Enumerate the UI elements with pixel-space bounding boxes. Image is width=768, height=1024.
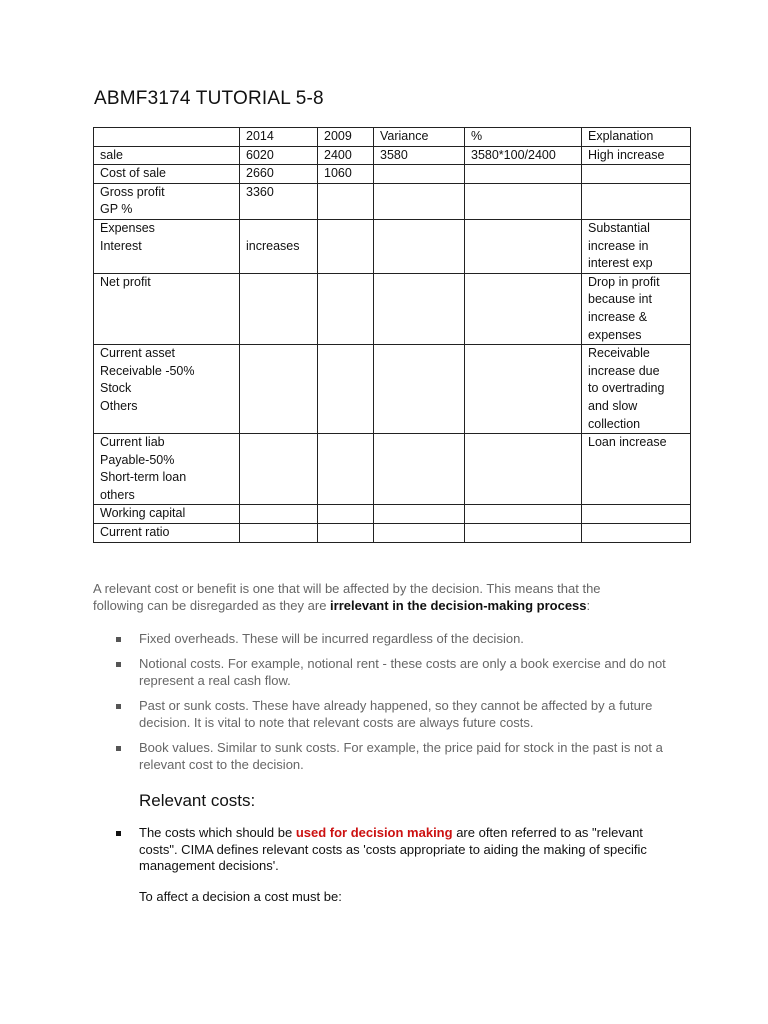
cell-text xyxy=(246,345,313,363)
table-cell xyxy=(465,219,582,273)
table-cell xyxy=(465,165,582,184)
intro-paragraph xyxy=(93,581,693,614)
bullet-icon xyxy=(116,831,121,836)
cell-text xyxy=(588,184,686,202)
row-label-cell xyxy=(94,524,240,543)
cell-text: Receivable -50% xyxy=(100,363,195,378)
cell-text: sale xyxy=(100,147,123,162)
cell-text xyxy=(380,165,460,183)
irrelevant-emphasis: irrelevant in the decision-making process xyxy=(330,597,587,613)
relevant-costs-heading: Relevant costs: xyxy=(139,791,256,810)
table-cell xyxy=(318,146,374,165)
cell-text xyxy=(471,524,577,542)
column-header: Explanation xyxy=(582,128,691,147)
table-cell xyxy=(582,183,691,219)
cell-text: Gross profit xyxy=(100,184,165,199)
cell-text xyxy=(246,524,313,542)
cell-text: Substantial xyxy=(588,220,650,235)
cell-text: Payable-50% xyxy=(100,452,175,467)
row-label-cell xyxy=(94,273,240,344)
requirements-intro: To affect a decision a cost must be: xyxy=(139,889,342,904)
table-cell xyxy=(465,345,582,434)
cell-text: 2400 xyxy=(324,147,352,162)
list-item: Past or sunk costs. These have already happened, so they cannot be affected by a future decision. It is vital to note that relevant costs are always future costs. xyxy=(116,698,704,731)
table-row xyxy=(94,165,691,184)
row-label-cell xyxy=(94,345,240,434)
table-cell xyxy=(318,434,374,505)
table-cell xyxy=(374,434,465,505)
table-row xyxy=(94,219,691,273)
bullet-icon xyxy=(116,704,121,709)
column-header: % xyxy=(465,128,582,147)
table-cell xyxy=(240,165,318,184)
list-item: Notional costs. For example, notional rent - these costs are only a book exercise and do not represent a real cash flow. xyxy=(116,656,704,689)
table-cell xyxy=(582,505,691,524)
cell-text xyxy=(380,434,460,452)
cell-text: 1060 xyxy=(324,166,352,181)
table-cell xyxy=(582,219,691,273)
cell-text: collection xyxy=(588,416,641,431)
table-cell xyxy=(374,183,465,219)
table-cell xyxy=(240,345,318,434)
table-row xyxy=(94,345,691,434)
table-cell xyxy=(582,524,691,543)
table-cell xyxy=(318,345,374,434)
table-cell xyxy=(582,165,691,184)
cell-text xyxy=(380,184,460,202)
cell-text: Working capital xyxy=(100,506,186,521)
table-cell xyxy=(374,505,465,524)
table-cell xyxy=(318,524,374,543)
ratio-analysis-table xyxy=(93,127,691,543)
table-header-row xyxy=(94,128,691,147)
cell-text: and slow xyxy=(588,398,638,413)
table-cell xyxy=(240,219,318,273)
table-cell xyxy=(374,273,465,344)
decision-making-highlight: used for decision making xyxy=(295,825,453,840)
cell-text: Receivable xyxy=(588,346,650,361)
table-cell xyxy=(318,273,374,344)
table-row xyxy=(94,434,691,505)
cell-text: interest exp xyxy=(588,256,653,271)
bullet-icon xyxy=(116,746,121,751)
cell-text xyxy=(471,220,577,238)
cell-text xyxy=(380,274,460,292)
table-cell xyxy=(582,345,691,434)
cell-text: Cost of sale xyxy=(100,166,167,181)
table-cell xyxy=(318,183,374,219)
table-cell xyxy=(240,434,318,505)
table-cell xyxy=(465,273,582,344)
cell-text xyxy=(380,524,460,542)
table-row xyxy=(94,505,691,524)
cell-text xyxy=(246,434,313,452)
cell-text xyxy=(324,505,369,523)
list-item: Fixed overheads. These will be incurred regardless of the decision. xyxy=(116,631,704,648)
column-header xyxy=(94,128,240,147)
table-row xyxy=(94,524,691,543)
cell-text: Others xyxy=(100,398,138,413)
cell-text xyxy=(380,220,460,238)
cell-text xyxy=(324,184,369,202)
cell-text: Interest xyxy=(100,238,142,253)
table-cell xyxy=(374,219,465,273)
table-cell xyxy=(465,524,582,543)
cell-text xyxy=(324,434,369,452)
table-cell xyxy=(318,165,374,184)
column-header: 2014 xyxy=(240,128,318,147)
row-label-cell xyxy=(94,505,240,524)
row-label-cell xyxy=(94,219,240,273)
table-cell xyxy=(374,524,465,543)
column-header: Variance xyxy=(374,128,465,147)
row-label-cell xyxy=(94,183,240,219)
cell-text: increase in xyxy=(588,238,649,253)
table-cell xyxy=(374,345,465,434)
cell-text xyxy=(471,505,577,523)
list-item: The costs which should be used for decision making are often referred to as "relevant costs". CIMA defines relevant costs as 'costs appropriate to aiding the making of specific management decisions'. xyxy=(116,825,684,875)
cell-text: Current ratio xyxy=(100,525,170,540)
cell-text xyxy=(324,345,369,363)
table-row xyxy=(94,273,691,344)
cell-text xyxy=(246,274,313,292)
table-cell xyxy=(318,505,374,524)
cell-text xyxy=(588,524,686,542)
table-cell xyxy=(582,273,691,344)
cell-text: to overtrading xyxy=(588,381,665,396)
cell-text: High increase xyxy=(588,147,665,162)
cell-text: Current asset xyxy=(100,346,176,361)
cell-text: expenses xyxy=(588,327,642,342)
cell-text xyxy=(380,345,460,363)
cell-text xyxy=(588,165,686,183)
table-row xyxy=(94,183,691,219)
row-label-cell xyxy=(94,434,240,505)
cell-text: Net profit xyxy=(100,274,151,289)
page-title: ABMF3174 TUTORIAL 5-8 xyxy=(94,88,324,109)
cell-text: increase due xyxy=(588,363,660,378)
table-cell xyxy=(240,505,318,524)
table-cell xyxy=(374,146,465,165)
cell-text: Current liab xyxy=(100,435,165,450)
cell-text: increases xyxy=(246,238,300,253)
table-cell xyxy=(240,273,318,344)
table-cell xyxy=(465,434,582,505)
cell-text: 3580 xyxy=(380,147,408,162)
cell-text: Loan increase xyxy=(588,435,667,450)
cell-text: others xyxy=(100,487,135,502)
list-item: Book values. Similar to sunk costs. For example, the price paid for stock in the past is not a relevant cost to the decision. xyxy=(116,740,704,773)
bullet-icon xyxy=(116,662,121,667)
table-cell xyxy=(374,165,465,184)
table-cell xyxy=(465,505,582,524)
table-cell xyxy=(240,183,318,219)
intro-line-1: A relevant cost or benefit is one that will be affected by the decision. This means that the xyxy=(93,581,601,596)
bullet-icon xyxy=(116,637,121,642)
cell-text xyxy=(471,165,577,183)
table-cell xyxy=(465,146,582,165)
table-cell xyxy=(240,524,318,543)
cell-text: Short-term loan xyxy=(100,470,187,485)
row-label-cell xyxy=(94,165,240,184)
cell-text: Drop in profit xyxy=(588,274,660,289)
cell-text: Expenses xyxy=(100,220,155,235)
table-cell xyxy=(582,146,691,165)
cell-text: 2660 xyxy=(246,166,274,181)
cell-text xyxy=(471,345,577,363)
cell-text xyxy=(380,505,460,523)
intro-line-2: following can be disregarded as they are irrelevant in the decision-making process: xyxy=(93,597,591,613)
cell-text xyxy=(324,274,369,292)
table-cell xyxy=(318,219,374,273)
cell-text: because int xyxy=(588,292,652,307)
column-header: 2009 xyxy=(318,128,374,147)
cell-text: 6020 xyxy=(246,147,274,162)
table-cell xyxy=(240,146,318,165)
cell-text xyxy=(471,434,577,452)
cell-text xyxy=(471,184,577,202)
cell-text: 3580*100/2400 xyxy=(471,147,556,162)
table-cell xyxy=(582,434,691,505)
cell-text: Stock xyxy=(100,381,132,396)
table-cell xyxy=(465,183,582,219)
table-row xyxy=(94,146,691,165)
cell-text xyxy=(246,220,313,238)
cell-text xyxy=(324,524,369,542)
cell-text: increase & xyxy=(588,309,648,324)
cell-text: 3360 xyxy=(246,184,274,199)
cell-text xyxy=(471,274,577,292)
cell-text xyxy=(588,505,686,523)
cell-text xyxy=(324,220,369,238)
cell-text: GP % xyxy=(100,202,133,217)
cell-text xyxy=(246,505,313,523)
row-label-cell xyxy=(94,146,240,165)
